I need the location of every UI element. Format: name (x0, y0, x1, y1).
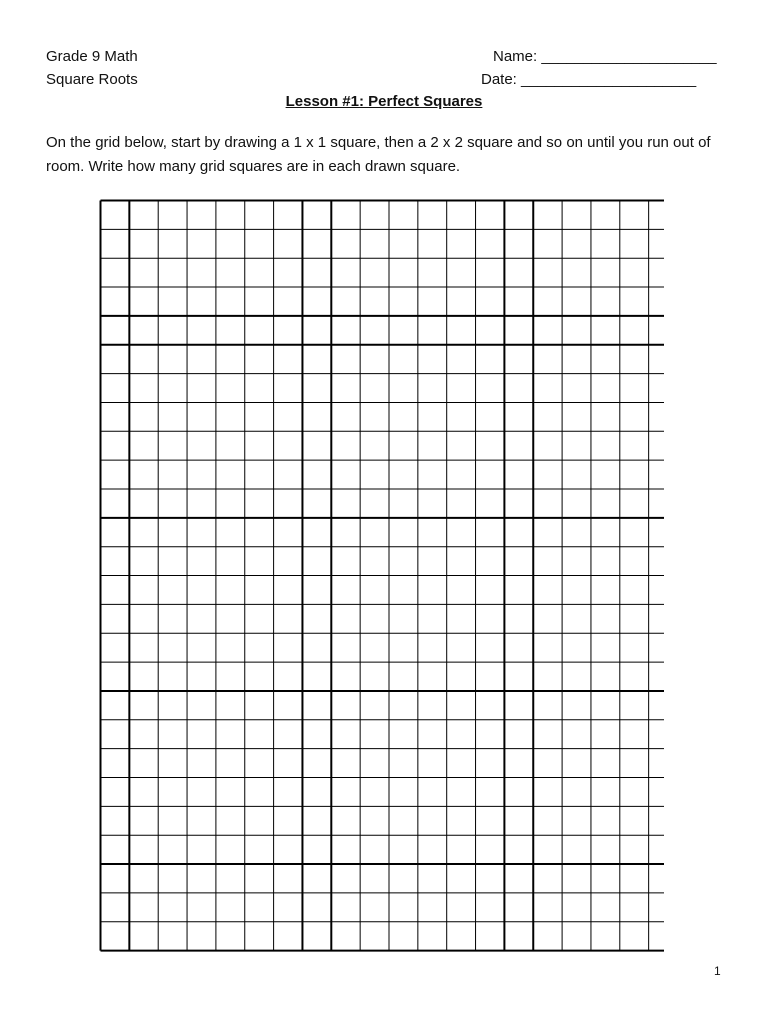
date-blank[interactable]: _____________________ (521, 71, 697, 88)
course-title: Grade 9 Math (46, 48, 138, 65)
page-number: 1 (714, 964, 721, 978)
lesson-title: Lesson #1: Perfect Squares (285, 93, 483, 110)
instructions: On the grid below, start by drawing a 1 x 1 square, then a 2 x 2 square and so on until you run out of room. Write how many grid squares are in each drawn square. (46, 134, 711, 175)
name-field[interactable] (493, 48, 717, 66)
unit-title: Square Roots (46, 71, 138, 88)
name-blank[interactable]: _____________________ (541, 48, 717, 65)
date-label: Date: (481, 71, 517, 88)
date-field[interactable] (481, 71, 696, 89)
name-label: Name: (493, 48, 538, 65)
drawing-grid[interactable] (99, 199, 664, 955)
